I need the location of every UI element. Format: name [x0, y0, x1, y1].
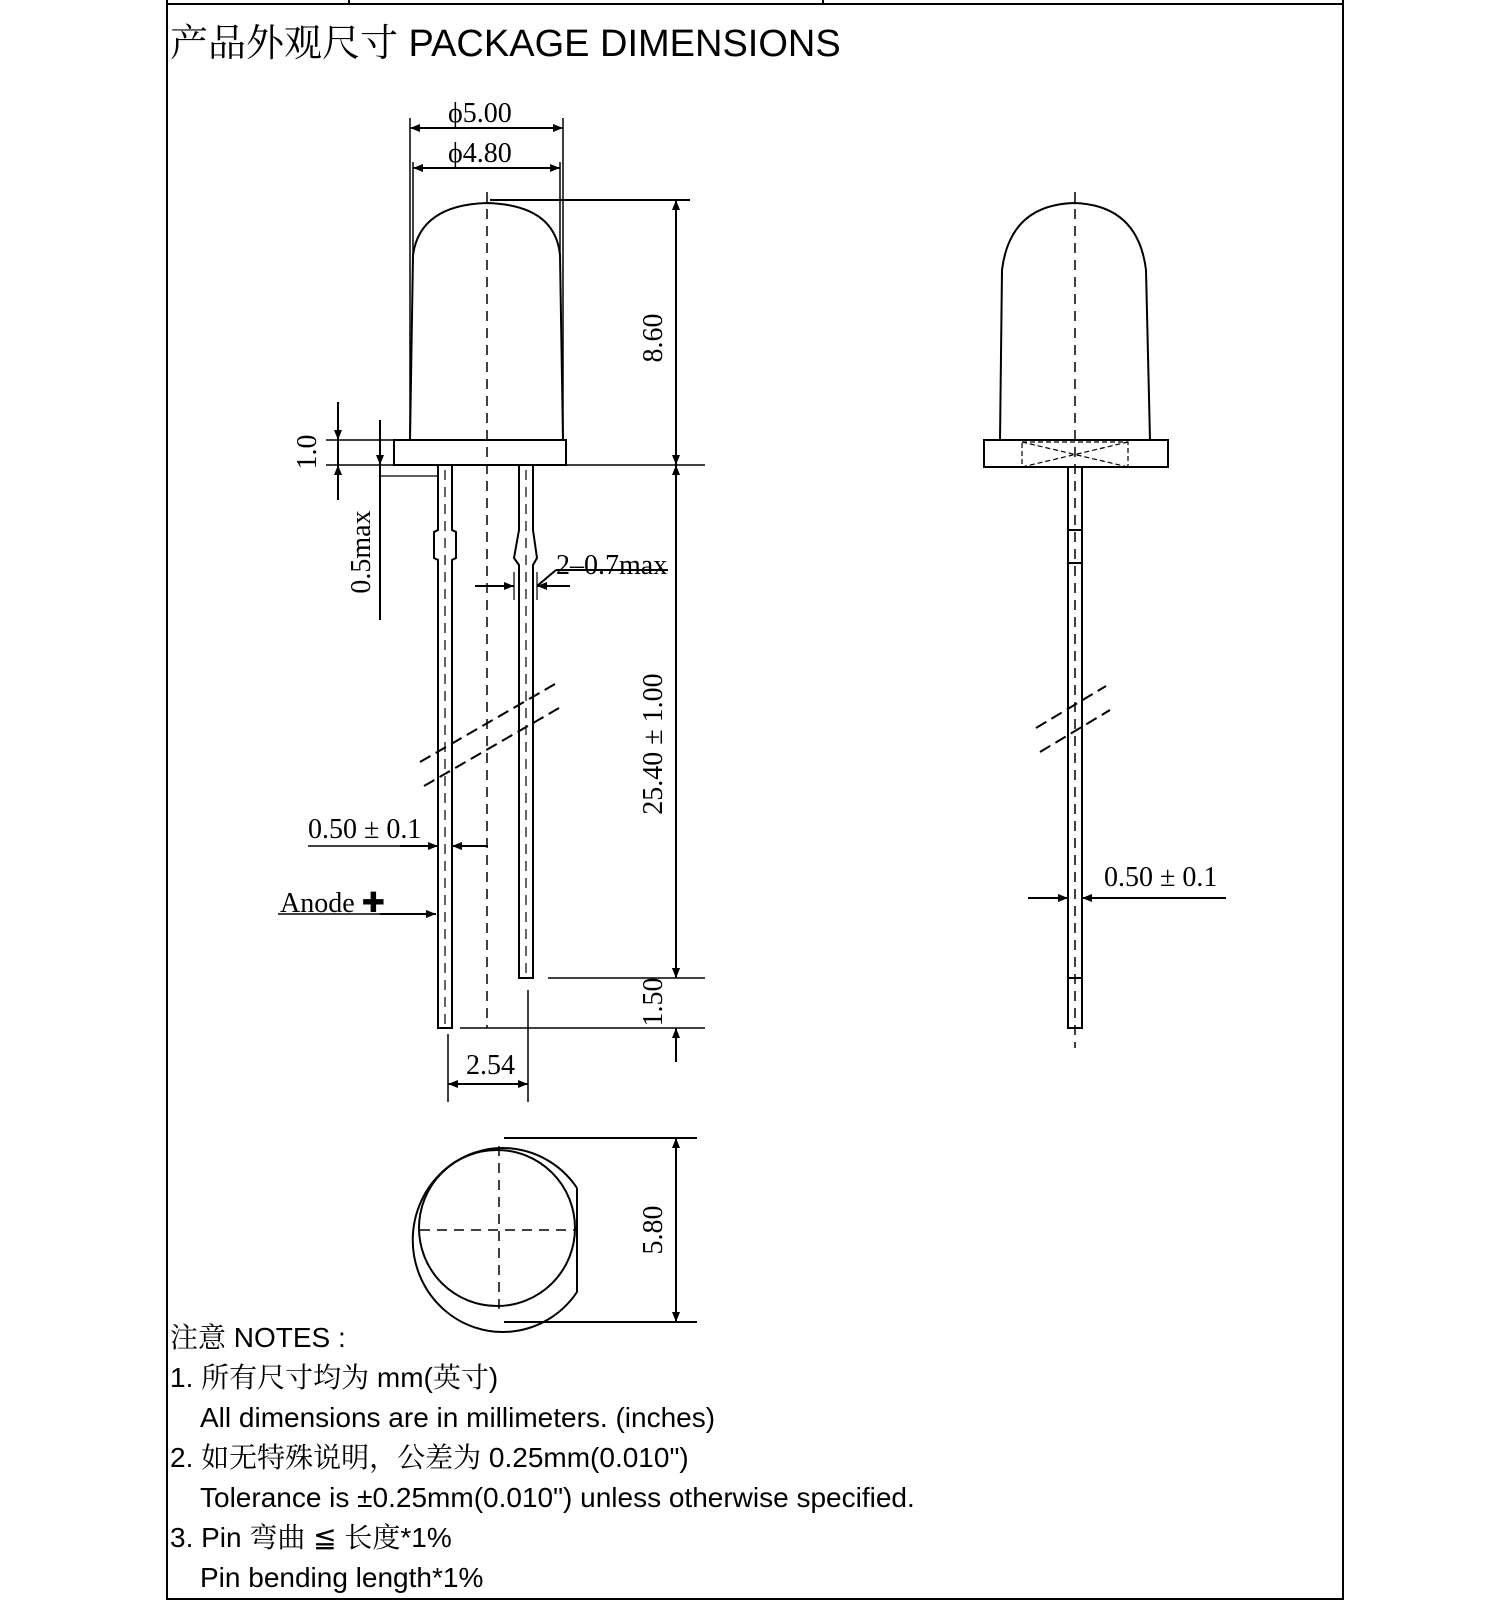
dim-lead-bend: 2–0.7max: [556, 550, 668, 581]
page-title: 产品外观尺寸 PACKAGE DIMENSIONS: [170, 23, 841, 65]
side-view: [984, 192, 1226, 1048]
dim-stub: 0.5max: [346, 510, 377, 594]
led-flange: [394, 440, 566, 465]
dim-flange: 1.0: [292, 434, 323, 470]
dim-lead-width-left: 0.50 ± 0.1: [308, 814, 422, 845]
note-2-en: Tolerance is ±0.25mm(0.010") unless otherwise specified.: [200, 1482, 915, 1513]
note-3-cn: 3. Pin 弯曲 ≦ 长度*1%: [170, 1522, 452, 1553]
dim-lead-diff: 1.50: [638, 977, 669, 1027]
dim-flange-diameter: 5.80: [638, 1205, 669, 1255]
side-flange: [984, 440, 1168, 467]
front-view: [278, 118, 705, 1102]
dim-diameter-inner: ϕ4.80: [448, 138, 512, 169]
notes-section: [170, 1318, 915, 1598]
anode-label: Anode ✚: [280, 888, 386, 919]
dim-diameter-outer: ϕ5.00: [448, 98, 512, 129]
note-1-cn: 1. 所有尺寸均为 mm(英寸): [170, 1362, 499, 1393]
dim-lens-height: 8.60: [638, 313, 669, 363]
note-1-en: All dimensions are in millimeters. (inches): [200, 1402, 716, 1433]
flange-outline: [413, 1148, 577, 1332]
dim-pitch: 2.54: [466, 1050, 515, 1081]
note-2-cn: 2. 如无特殊说明，公差为 0.25mm(0.010"): [170, 1442, 689, 1473]
lens-circle: [419, 1150, 575, 1306]
notes-heading: 注意 NOTES :: [170, 1322, 346, 1353]
note-3-en: Pin bending length*1%: [200, 1562, 484, 1593]
dim-lead-length: 25.40 ± 1.00: [638, 673, 669, 815]
break-mark: [1036, 686, 1106, 728]
dim-lead-width-right: 0.50 ± 0.1: [1104, 862, 1218, 893]
